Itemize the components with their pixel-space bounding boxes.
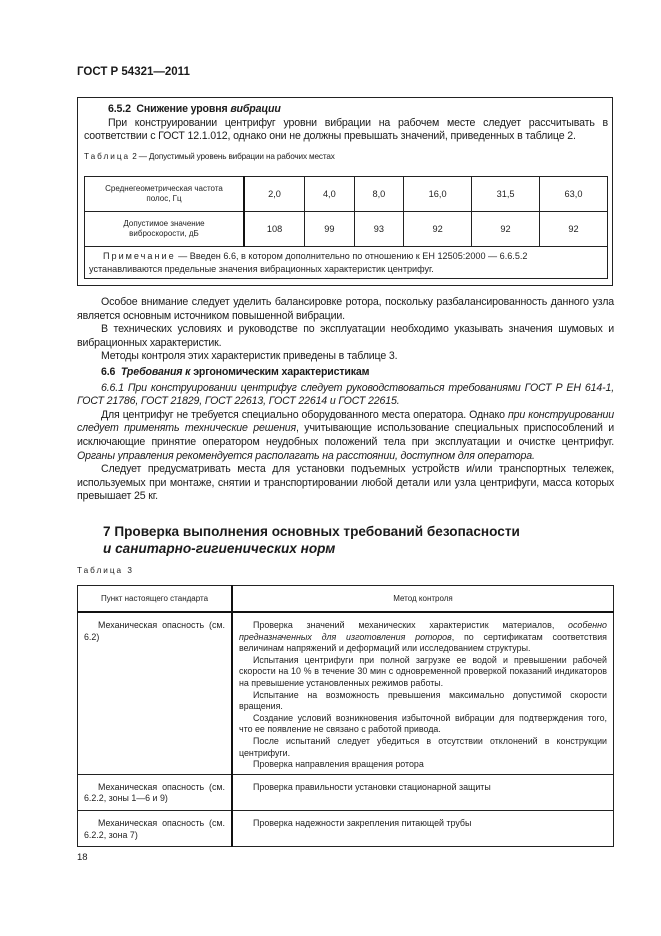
table-3-control-methods: [77, 585, 614, 847]
cell: 92: [404, 212, 472, 247]
paragraph: Следует предусматривать места для установки подъемных устройств и/или транспортных тележек, используемых при монтаже, снятии и транспортировании любой детали или узла центрифуги, масса которых превышает 25 кг.: [77, 463, 614, 503]
paragraph: Особое внимание следует уделить балансировке ротора, поскольку разбалансированность данного узла является основным источником повышенной вибрации.: [77, 296, 614, 322]
table-row: [78, 774, 614, 810]
table2-note: Примечание — Введен 6.6, в котором дополнительно по отношению к ЕН 12505:2000 — 6.6.5.2 устанавливаются предельные значения вибрационных характеристик центрифуг.: [85, 247, 608, 279]
row-label: Среднегеометрическая частота полос, Гц: [85, 177, 245, 212]
cell: 63,0: [540, 177, 608, 212]
paragraph-6-6-1: 6.6.1 При конструировании центрифуг следует руководствоваться требованиями ГОСТ Р ЕН 614-1, ГОСТ 21786, ГОСТ 21829, ГОСТ 22613, ГОСТ 22614 и ГОСТ 22615.: [77, 381, 614, 408]
table-cell-method: Проверка надежности закрепления питающей трубы: [232, 810, 614, 846]
section-6-5-2-paragraph: При конструировании центрифуг уровни вибрации на рабочем месте следует рассчитывать в соответствии с ГОСТ 12.1.012, однако они не должны превышать значений, приведенных в таблице 2.: [84, 116, 608, 143]
table-cell-item: Механическая опасность (см. 6.2.2, зона 7): [78, 810, 233, 846]
cell: 8,0: [354, 177, 404, 212]
table-cell-method: Проверка значений механических характеристик материалов, особенно предназначенных для изготовления роторов, по сертификатам соответствия величинам напряжений и деформаций или исследованием структуры. Испытания центрифуги при полной загрузке ее водой и превышении рабочей скорости на 10 % в течение 30 мин с одновременной проверкой показаний индикаторов на превышение установленных режимов работы. Испытание на возможность превышения максимально допустимой скорости вращения. Создание условий возникновения избыточной вибрации для подтверждения того, что ее появление не связано с работой привода. После испытаний следует убедиться в отсутствии отклонений в конструкции центрифуги. Проверка направления вращения ротора: [232, 612, 614, 774]
cell: 99: [305, 212, 355, 247]
table-header-row: [78, 586, 614, 613]
table3-caption: Таблица 3: [77, 566, 134, 575]
table2-caption: Таблица 2 — Допустимый уровень вибрации на рабочих местах: [84, 151, 335, 161]
table-row: [85, 177, 608, 212]
cell: 93: [354, 212, 404, 247]
cell: 108: [244, 212, 305, 247]
cell: 16,0: [404, 177, 472, 212]
column-header: Метод контроля: [232, 586, 614, 613]
paragraph: Методы контроля этих характеристик приведены в таблице 3.: [101, 350, 398, 363]
table-note-row: [85, 247, 608, 279]
table-cell-item: Механическая опасность (см. 6.2.2, зоны 1—6 и 9): [78, 774, 233, 810]
section-6-5-2-heading: 6.5.2 Снижение уровня вибрации: [108, 103, 281, 115]
cell: 2,0: [244, 177, 305, 212]
page-number: 18: [77, 852, 88, 863]
paragraph: Для центрифуг не требуется специально оборудованного места оператора. Однако при конструировании следует применять технические решения, учитывающие использование специальных приспособлений и исключающие принятие оператором неудобных положений тела при эксплуатации и очистке центрифуг. Органы управления рекомендуется располагать на расстоянии, доступном для оператора.: [77, 408, 615, 462]
section-6-5-2: [84, 103, 608, 162]
section-7-heading: 7 Проверка выполнения основных требований безопасности и санитарно-гигиенических норм: [103, 524, 520, 556]
table-row: [85, 212, 608, 247]
body-text: [77, 296, 614, 504]
table-row: [78, 810, 614, 846]
paragraph: В технических условиях и руководстве по эксплуатации необходимо указывать значения шумовых и вибрационных характеристик.: [77, 323, 614, 349]
cell: 92: [472, 212, 540, 247]
document-header: ГОСТ Р 54321—2011: [77, 66, 190, 78]
cell: 31,5: [472, 177, 540, 212]
column-header: Пункт настоящего стандарта: [78, 586, 233, 613]
table-cell-item: Механическая опасность (см. 6.2): [78, 612, 233, 774]
cell: 92: [540, 212, 608, 247]
cell: 4,0: [305, 177, 355, 212]
table-cell-method: Проверка правильности установки стационарной защиты: [232, 774, 614, 810]
section-6-6-heading: 6.6 Требования к эргономическим характеристикам: [101, 365, 370, 378]
table-2-vibration: [84, 176, 608, 279]
table-row: [78, 612, 614, 774]
row-label: Допустимое значение виброскорости, дБ: [85, 212, 245, 247]
